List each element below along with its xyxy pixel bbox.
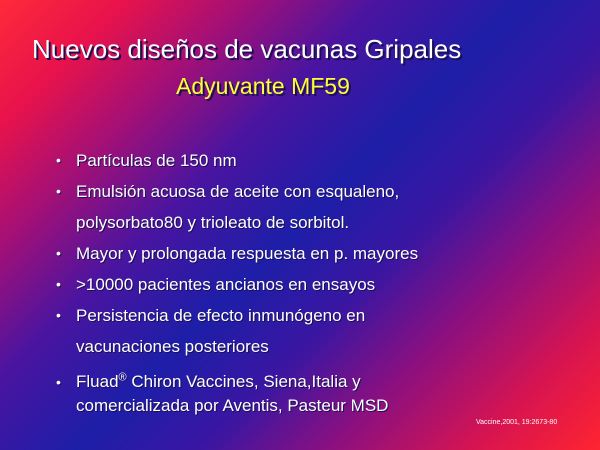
- citation: Vaccine,2001, 19:2673-80: [476, 419, 558, 426]
- registered-mark: ®: [118, 371, 127, 384]
- bullet-list: [56, 145, 576, 418]
- bullet-dot-icon: •: [56, 307, 61, 323]
- slide-title: Nuevos diseños de vacunas Gripales: [32, 34, 462, 64]
- slide-subtitle: Adyuvante MF59: [176, 73, 350, 99]
- bullet-text: Persistencia de efecto inmunógeno en: [76, 306, 366, 325]
- bullet-dot-icon: •: [56, 152, 61, 168]
- bullet-item: [56, 269, 576, 300]
- bullet-item: [56, 238, 576, 269]
- bullet-item: [56, 300, 576, 362]
- brand-name: Fluad: [76, 372, 119, 391]
- bullet-dot-icon: •: [56, 183, 61, 199]
- bullet-dot-icon: •: [56, 276, 61, 292]
- bullet-item: [56, 370, 576, 418]
- bullet-text: >10000 pacientes ancianos en ensayos: [76, 275, 376, 294]
- bullet-text-continued: comercializada por Aventis, Pasteur MSD: [76, 396, 389, 415]
- bullet-item: [56, 145, 576, 176]
- bullet-dot-icon: •: [56, 245, 61, 261]
- bullet-item: [56, 176, 576, 238]
- bullet-text-continued: polysorbato80 y trioleato de sorbitol.: [76, 213, 350, 232]
- bullet-text: Mayor y prolongada respuesta en p. mayores: [76, 244, 419, 263]
- bullet-text-rest: Chiron Vaccines, Siena,Italia y: [126, 372, 361, 391]
- bullet-text: [76, 370, 576, 394]
- bullet-text: Emulsión acuosa de aceite con esqualeno,: [76, 182, 400, 201]
- bullet-text-continued: vacunaciones posteriores: [76, 337, 269, 356]
- bullet-dot-icon: •: [56, 374, 61, 390]
- bullet-text: Partículas de 150 nm: [76, 151, 237, 170]
